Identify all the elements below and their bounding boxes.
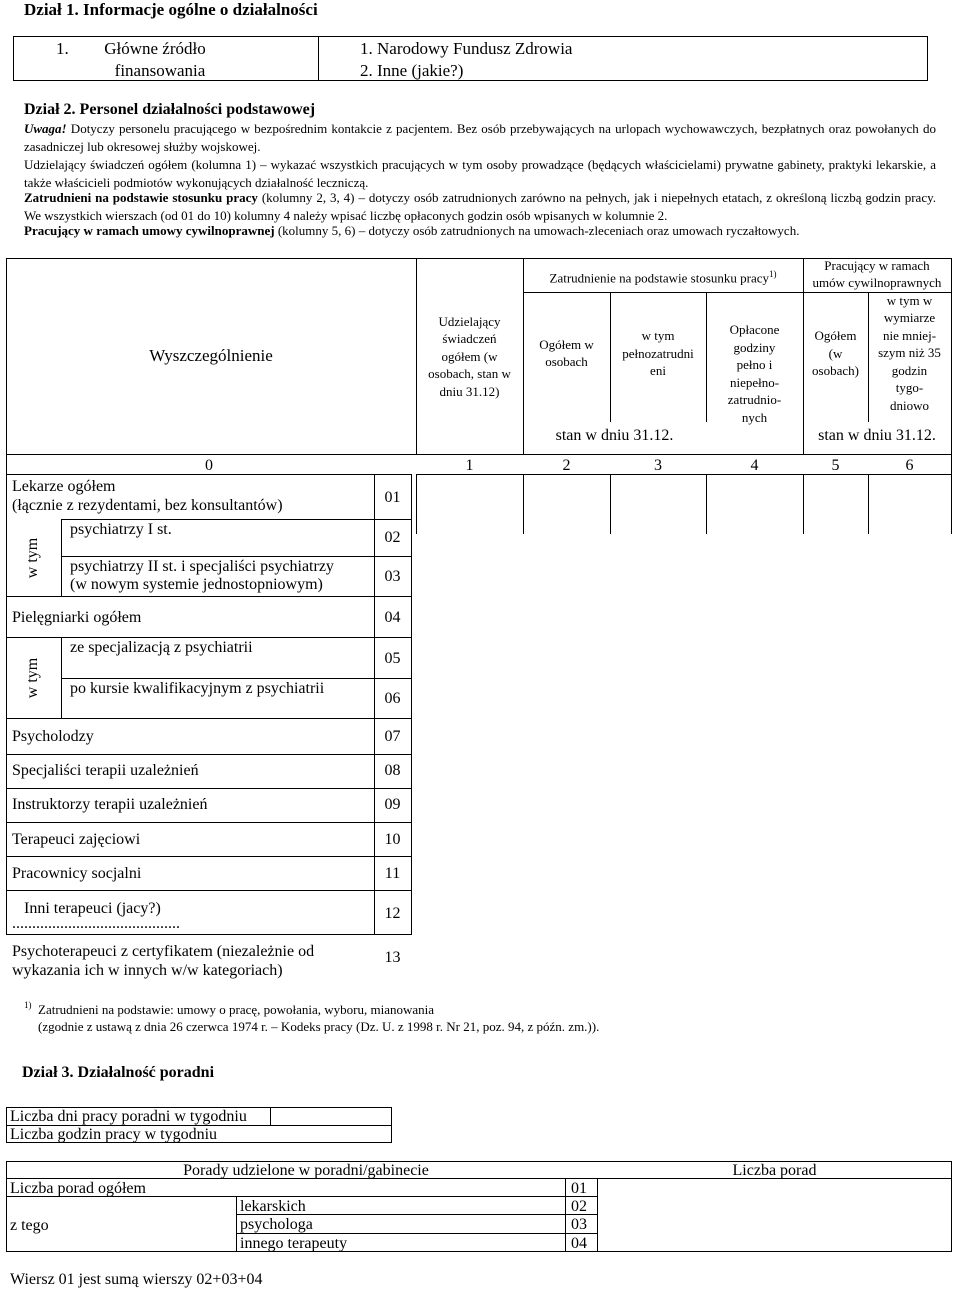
row-psychoterapeuci-2: wykazania ich w innych w/w kategoriach) — [12, 962, 283, 979]
col6-line7: dniowo — [890, 398, 929, 413]
code-10: 10 — [384, 831, 401, 848]
row-lekarze-1: Lekarze ogółem — [12, 478, 116, 495]
dzial2-para2: Udzielający świadczeń ogółem (kolumna 1) – wykazać wszystkich pracujących w tym osoby prowadzące (będących właścicielami) prywatne gabinety, praktyki lekarskie, a także właścicieli podmiotów wykonujących działalność leczniczą. — [24, 157, 936, 190]
row-instruktorzy: Instruktorzy terapii uzależnień — [12, 796, 208, 813]
col6-line2: wymiarze — [883, 310, 936, 325]
row-lekarze-2: (łącznie z rezydentami, bez konsultantów) — [12, 497, 283, 514]
funding-label-2: finansowania — [114, 61, 206, 80]
z-tego-label: z tego — [10, 1217, 49, 1234]
col2-line2: osobach — [545, 354, 588, 369]
porady-psychologa-label: psychologa — [240, 1216, 313, 1233]
wtym-label-1: w tym — [24, 537, 41, 579]
row-terapeuci-zajeciowi: Terapeuci zajęciowi — [12, 831, 141, 848]
row-inni-dots: .......................................... — [12, 915, 180, 932]
footnote-line2: (zgodnie z ustawą z dnia 26 czerwca 1974 r. – Kodeks pracy (Dz. U. z 1998 r. Nr 21, poz. 94, z późn. zm.)). — [38, 1019, 600, 1034]
porady-ogolem-label: Liczba porad ogółem — [10, 1180, 146, 1197]
row-pracownicy-socjalni: Pracownicy socjalni — [12, 865, 142, 882]
code-13: 13 — [384, 949, 401, 966]
col1-line2: świadczeń — [442, 331, 497, 346]
colnum-1: 1 — [465, 457, 474, 474]
porady-code-01: 01 — [571, 1180, 587, 1197]
funding-option-other[interactable]: 2. Inne (jakie?) — [360, 61, 464, 80]
colnum-0: 0 — [205, 457, 213, 474]
group-stosunek-header: Zatrudnienie na podstawie stosunku pracy$^{1)}$ — [549, 269, 777, 286]
col1-line5: dniu 31.12) — [439, 384, 500, 399]
col2-line1: Ogółem w — [539, 337, 594, 352]
porady-header: Porady udzielone w poradni/gabinecie — [183, 1162, 429, 1179]
footnote-line1: Zatrudnieni na podstawie: umowy o pracę, powołania, wyboru, mianowania — [38, 1002, 435, 1017]
suma-note: Wiersz 01 jest sumą wierszy 02+03+04 — [10, 1271, 263, 1288]
col6-line5: godzin — [891, 363, 928, 378]
dzial2-para4: Pracujący w ramach umowy cywilnoprawnej (kolumny 5, 6) – dotyczy osób zatrudnionych na umowach-zleceniach oraz umowach ryczałtowych. — [24, 223, 800, 238]
col4-line1: Opłacone — [729, 322, 780, 337]
col4-line2: godziny — [733, 340, 776, 355]
colnum-5: 5 — [831, 457, 840, 474]
row-psychiatrzy-2b: (w nowym systemie jednostopniowym) — [70, 576, 323, 593]
col3-line3: eni — [650, 363, 666, 378]
funding-num: 1. — [56, 39, 69, 58]
col5-line3: osobach) — [812, 363, 859, 378]
code-05: 05 — [384, 650, 401, 667]
liczba-porad-header: Liczba porad — [732, 1162, 817, 1179]
col6-line4: szym niż 35 — [878, 345, 941, 360]
code-08: 08 — [384, 762, 401, 779]
code-12: 12 — [384, 905, 401, 922]
colnum-3: 3 — [654, 457, 662, 474]
col4-line5: zatrudnio- — [727, 392, 782, 407]
porady-code-02: 02 — [571, 1198, 587, 1215]
dzial2-title: Dział 2. Personel działalności podstawowej — [24, 101, 316, 118]
col-header-wyszczegolnienie: Wyszczególnienie — [149, 346, 273, 365]
dni-pracy-label: Liczba dni pracy poradni w tygodniu — [10, 1108, 247, 1125]
col6-line3: nie mniej- — [882, 328, 937, 343]
colnum-2: 2 — [562, 457, 571, 474]
dzial3-title: Dział 3. Działalność poradni — [22, 1064, 215, 1081]
group-umowy-line1: Pracujący w ramach — [824, 258, 930, 273]
col5-line1: Ogółem — [814, 328, 857, 343]
funding-option-nfz[interactable]: 1. Narodowy Fundusz Zdrowia — [360, 39, 573, 58]
row-inni-terapeuci: Inni terapeuci (jacy?) — [24, 900, 161, 917]
code-11: 11 — [384, 865, 401, 882]
row-psychiatrzy-2a: psychiatrzy II st. i specjaliści psychiatrzy — [70, 558, 334, 575]
col6-line6: tygo- — [895, 380, 924, 395]
dzial2-uwaga: Uwaga! Dotyczy personelu pracującego w bezpośrednim kontakcie z pacjentem. Bez osób przebywających na urlopach wychowawczych, bezpłatnych oraz powołanych do zasadniczej lub okresowej służby wojskowej. — [24, 121, 936, 154]
col1-line3: ogółem (w — [441, 349, 498, 364]
porady-innego-label: innego terapeuty — [240, 1235, 348, 1252]
row-specjalisci-terapii: Specjaliści terapii uzależnień — [12, 762, 199, 779]
stan-label-1: stan w dniu 31.12. — [555, 427, 674, 444]
colnum-4: 4 — [750, 457, 759, 474]
code-07: 07 — [384, 728, 401, 745]
code-02: 02 — [384, 529, 401, 546]
code-03: 03 — [384, 568, 401, 585]
wtym-label-2: w tym — [24, 657, 41, 699]
godzin-pracy-label: Liczba godzin pracy w tygodniu — [10, 1126, 218, 1143]
code-04: 04 — [384, 609, 401, 626]
col3-line2: pełnozatrudni — [622, 346, 694, 361]
stan-label-2: stan w dniu 31.12. — [818, 427, 936, 444]
col1-line1: Udzielający — [438, 314, 501, 329]
footnote-sup: 1) — [24, 1000, 32, 1010]
porady-lekarskich-label: lekarskich — [240, 1198, 306, 1215]
dzial1-title: Dział 1. Informacje ogólne o działalności — [24, 0, 318, 19]
row-specjalizacja: ze specjalizacją z psychiatrii — [70, 639, 253, 656]
porady-code-03: 03 — [571, 1216, 587, 1233]
row-pielegniarki: Pielęgniarki ogółem — [12, 609, 142, 626]
code-09: 09 — [384, 796, 401, 813]
porady-code-04: 04 — [571, 1235, 587, 1252]
row-kurs: po kursie kwalifikacyjnym z psychiatrii — [70, 680, 325, 697]
colnum-6: 6 — [905, 457, 914, 474]
col4-line3: pełno i — [736, 357, 773, 372]
row-psycholodzy: Psycholodzy — [12, 728, 94, 745]
col4-line4: niepełno- — [729, 375, 780, 390]
col3-line1: w tym — [641, 328, 675, 343]
funding-label-1: Główne źródło — [104, 39, 206, 58]
col4-line6: nych — [741, 410, 768, 425]
col1-line4: osobach, stan w — [428, 366, 511, 381]
group-umowy-line2: umów cywilnoprawnych — [812, 275, 942, 290]
row-psychoterapeuci-1: Psychoterapeuci z certyfikatem (niezależnie od — [12, 943, 315, 960]
col6-line1: w tym w — [886, 293, 933, 308]
code-01: 01 — [384, 489, 401, 506]
code-06: 06 — [384, 690, 401, 707]
col5-line2: (w — [828, 346, 843, 361]
dzial2-para3: Zatrudnieni na podstawie stosunku pracy (kolumny 2, 3, 4) – dotyczy osób zatrudnionych zarówno na pełnych, jak i niepełnych etatach, z określoną liczbą godzin pracy. We wszystkich wierszach (od 01 do 10) kolumny 4 należy wpisać liczbę opłaconych godzin osób wpisanych w kolumnie 2. — [24, 190, 937, 223]
row-psychiatrzy-1: psychiatrzy I st. — [70, 521, 172, 538]
